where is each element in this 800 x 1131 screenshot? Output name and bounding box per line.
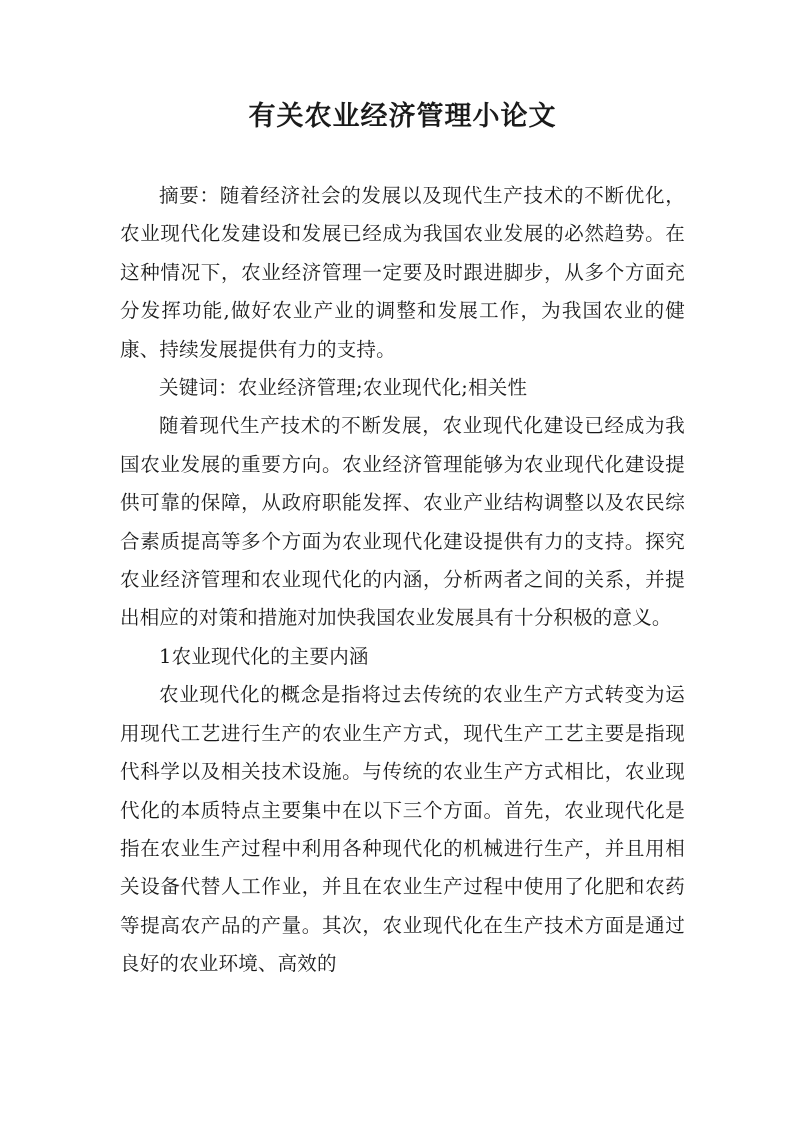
- document-title: 有关农业经济管理小论文: [248, 101, 557, 132]
- document-page: [120, 95, 685, 984]
- section-heading: 1农业现代化的主要内涵: [159, 644, 369, 668]
- abstract-paragraph: 摘要：随着经济社会的发展以及现代生产技术的不断优化，农业现代化发建设和发展已经成为我国农业发展的必然趋势。在这种情况下，农业经济管理一定要及时跟进脚步，从多个方面充分发挥功能,做好农业产业的调整和发展工作，为我国农业的健康、持续发展提供有力的支持。: [120, 184, 685, 361]
- keywords-paragraph: 关键词：农业经济管理;农业现代化;相关性: [159, 376, 528, 400]
- body-paragraph: 农业现代化的概念是指将过去传统的农业生产方式转变为运用现代工艺进行生产的农业生产方式，现代生产工艺主要是指现代科学以及相关技术设施。与传统的农业生产方式相比，农业现代化的本质特点主要集中在以下三个方面。首先，农业现代化是指在农业生产过程中利用各种现代化的机械进行生产，并且用相关设备代替人工作业，并且在农业生产过程中使用了化肥和农药等提高农产品的产量。其次，农业现代化在生产技术方面是通过良好的农业环境、高效的: [120, 683, 685, 976]
- intro-paragraph: 随着现代生产技术的不断发展，农业现代化建设已经成为我国农业发展的重要方向。农业经济管理能够为农业现代化建设提供可靠的保障，从政府职能发挥、农业产业结构调整以及农民综合素质提高等多个方面为农业现代化建设提供有力的支持。探究农业经济管理和农业现代化的内涵，分析两者之间的关系，并提出相应的对策和措施对加快我国农业发展具有十分积极的意义。: [120, 414, 685, 630]
